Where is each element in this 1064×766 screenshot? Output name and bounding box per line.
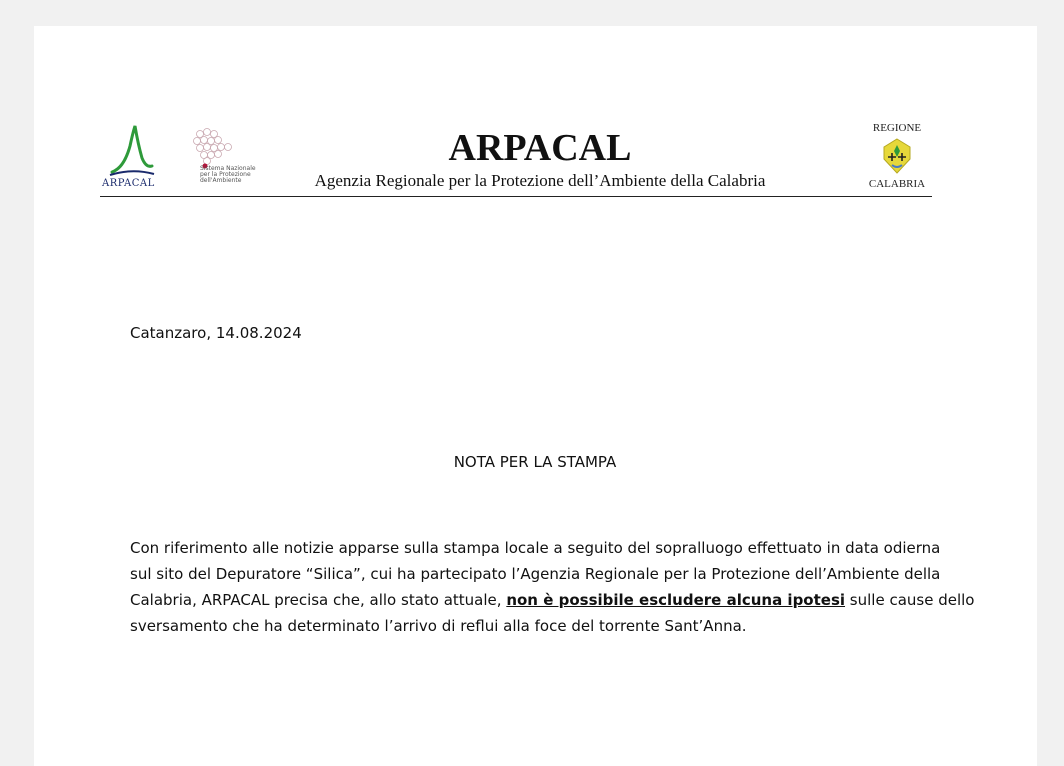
snpa-logo (188, 128, 278, 188)
arpacal-logo-text: ARPACAL (102, 178, 155, 189)
regione-logo-bottom-text: CALABRIA (868, 178, 926, 190)
document-page (34, 26, 1037, 766)
snpa-network-icon (188, 128, 248, 170)
regione-crest-icon (880, 137, 914, 175)
body-line-3-start: Calabria, ARPACAL precisa che, allo stato attuale, (130, 591, 507, 609)
body-emphasis: non è possibile escludere alcuna ipotesi (506, 591, 846, 609)
brand-subtitle: Agenzia Regionale per la Protezione dell’Ambiente della Calabria (314, 171, 766, 190)
regione-calabria-logo (862, 122, 932, 192)
regione-logo-top-text: REGIONE (872, 122, 922, 134)
date-line: Catanzaro, 14.08.2024 (130, 324, 302, 342)
arpacal-logo (102, 122, 162, 192)
body-line-3 (130, 587, 975, 613)
brand-title: ARPACAL (448, 127, 632, 169)
snpa-logo-text (200, 166, 256, 184)
body-line-2: sul sito del Depuratore “Silica”, cui ha partecipato l’Agenzia Regionale per la Protezione dell’Ambiente della (130, 565, 941, 583)
body-line-4: sversamento che ha determinato l’arrivo di reflui alla foce del torrente Sant’Anna. (130, 617, 747, 635)
document-body (130, 535, 975, 639)
arpacal-logo-icon (108, 122, 156, 178)
body-line-1: Con riferimento alle notizie apparse sulla stampa locale a seguito del sopralluogo effettuato in data odierna (130, 539, 941, 557)
letterhead (100, 122, 932, 198)
document-heading: NOTA PER LA STAMPA (453, 453, 617, 471)
snpa-text-line-3: dell'Ambiente (200, 177, 242, 184)
snpa-text-line-2: per la Protezione (200, 171, 251, 178)
body-line-3-end: sulle cause dello (845, 591, 975, 609)
snpa-text-line-1: Sistema Nazionale (200, 165, 256, 172)
header-divider (100, 196, 932, 197)
